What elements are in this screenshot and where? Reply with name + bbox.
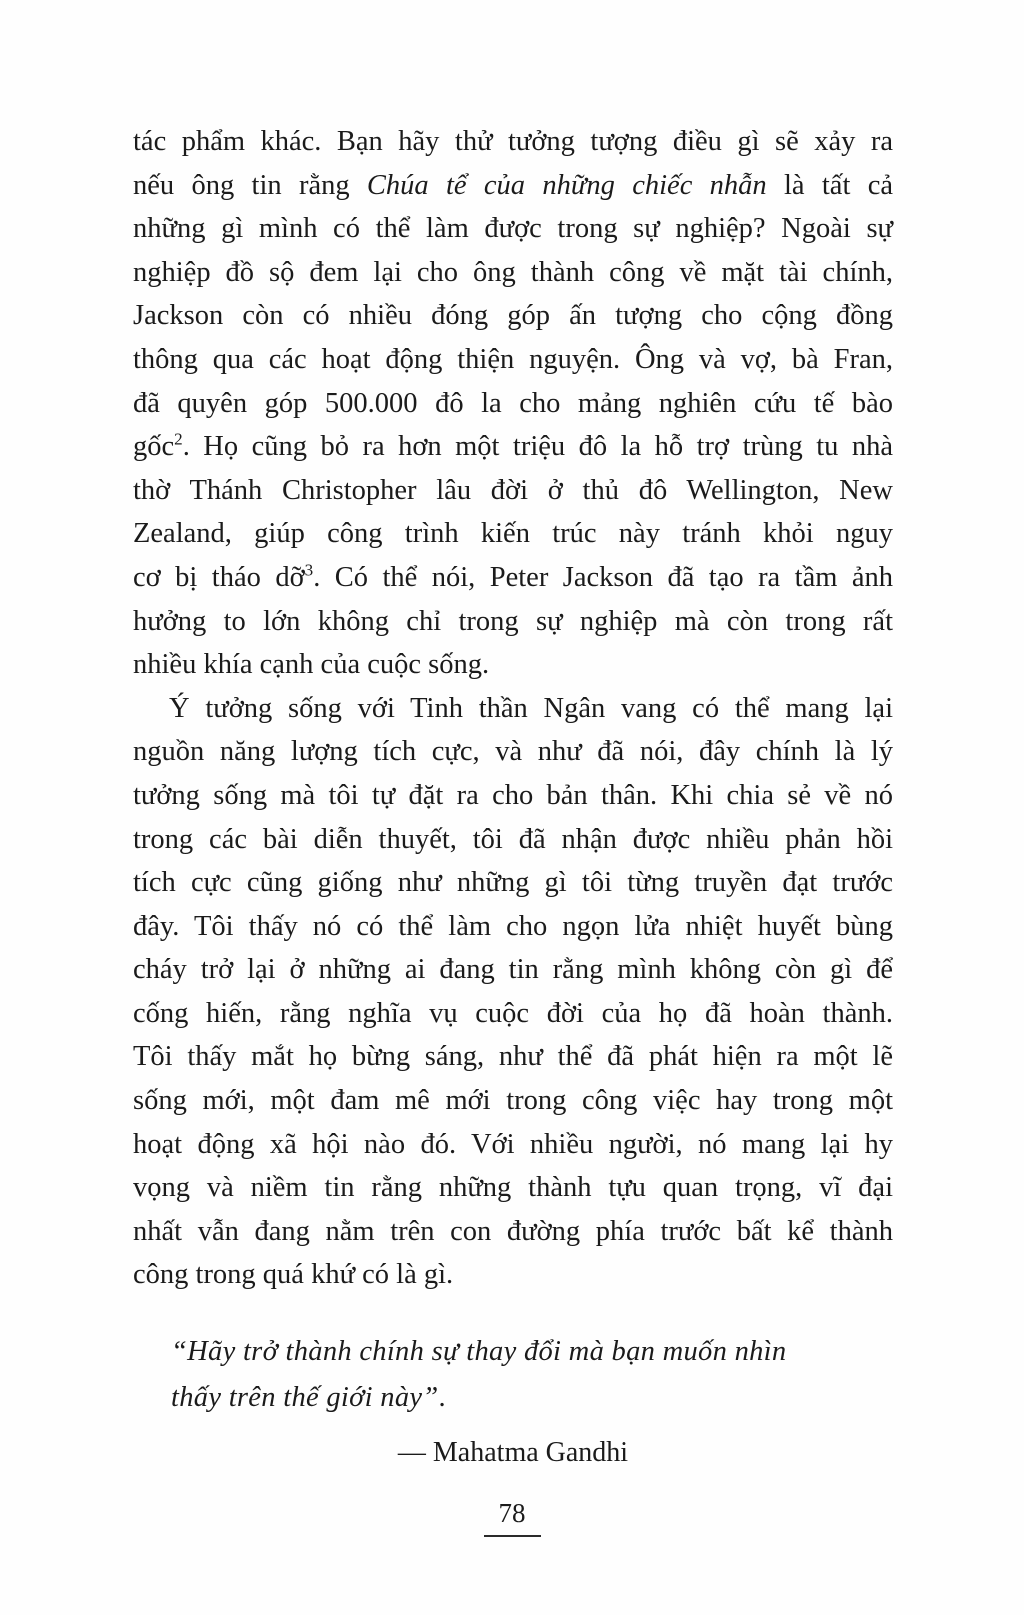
body-text — [133, 120, 893, 1297]
text-line: cơ bị tháo dỡ$^3$. Có thể nói, Peter Jackson đã tạo ra tầm ảnh — [133, 560, 893, 593]
text-line: Tôi thấy mắt họ bừng sáng, như thể đã phát hiện ra một lẽ — [133, 1041, 893, 1073]
text-line: đã quyên góp 500.000 đô la cho mảng nghiên cứu tế bào — [133, 387, 893, 419]
page-number: 78 — [484, 1498, 541, 1537]
text-line: thờ Thánh Christopher lâu đời ở thủ đô Wellington, New — [133, 474, 893, 506]
text-line: hoạt động xã hội nào đó. Với nhiều người, nó mang lại hy — [133, 1128, 893, 1160]
text-line: nếu ông tin rằng Chúa tể của những chiếc nhẫn là tất cả — [133, 169, 893, 201]
text-line: Ý tưởng sống với Tinh thần Ngân vang có thể mang lại — [169, 692, 893, 724]
text-line: tưởng sống mà tôi tự đặt ra cho bản thân. Khi chia sẻ về nó — [133, 779, 893, 811]
text-line: thấy trên thế giới này”. — [171, 1382, 446, 1414]
text-line: cống hiến, rằng nghĩa vụ cuộc đời của họ đã hoàn thành. — [133, 997, 893, 1029]
text-line: vọng và niềm tin rằng những thành tựu quan trọng, vĩ đại — [133, 1172, 893, 1204]
quote-attribution: — Mahatma Gandhi — [397, 1437, 629, 1469]
text-line: nhất vẫn đang nằm trên con đường phía trước bất kể thành — [133, 1215, 893, 1247]
text-line: trong các bài diễn thuyết, tôi đã nhận được nhiều phản hồi — [133, 823, 893, 855]
text-line: “Hãy trở thành chính sự thay đổi mà bạn muốn nhìn — [171, 1336, 787, 1368]
text-line: Zealand, giúp công trình kiến trúc này tránh khỏi nguy — [133, 518, 893, 550]
text-line: nghiệp đồ sộ đem lại cho ông thành công về mặt tài chính, — [133, 256, 893, 288]
text-line: cháy trở lại ở những ai đang tin rằng mình không còn gì để — [133, 954, 893, 986]
text-line: gốc$^2$. Họ cũng bỏ ra hơn một triệu đô la hỗ trợ trùng tu nhà — [133, 429, 893, 463]
text-line: Jackson còn có nhiều đóng góp ấn tượng cho cộng đồng — [133, 300, 893, 332]
quote-block — [133, 1329, 893, 1421]
text-line: nhiều khía cạnh của cuộc sống. — [133, 649, 490, 681]
page-footer — [0, 1498, 1024, 1537]
text-line: sống mới, một đam mê mới trong công việc hay trong một — [133, 1085, 893, 1117]
text-line: đây. Tôi thấy nó có thể làm cho ngọn lửa nhiệt huyết bùng — [133, 910, 893, 942]
text-line: thông qua các hoạt động thiện nguyện. Ông và vợ, bà Fran, — [133, 343, 893, 375]
page-content — [133, 120, 893, 1475]
text-line: công trong quá khứ có là gì. — [133, 1259, 454, 1291]
text-line: tích cực cũng giống như những gì tôi từng truyền đạt trước — [133, 867, 893, 899]
text-line: nguồn năng lượng tích cực, và như đã nói, đây chính là lý — [133, 736, 893, 768]
text-line: tác phẩm khác. Bạn hãy thử tưởng tượng điều gì sẽ xảy ra — [133, 126, 893, 157]
text-line: hưởng to lớn không chỉ trong sự nghiệp mà còn trong rất — [133, 605, 893, 637]
text-line: những gì mình có thể làm được trong sự nghiệp? Ngoài sự — [133, 213, 893, 245]
